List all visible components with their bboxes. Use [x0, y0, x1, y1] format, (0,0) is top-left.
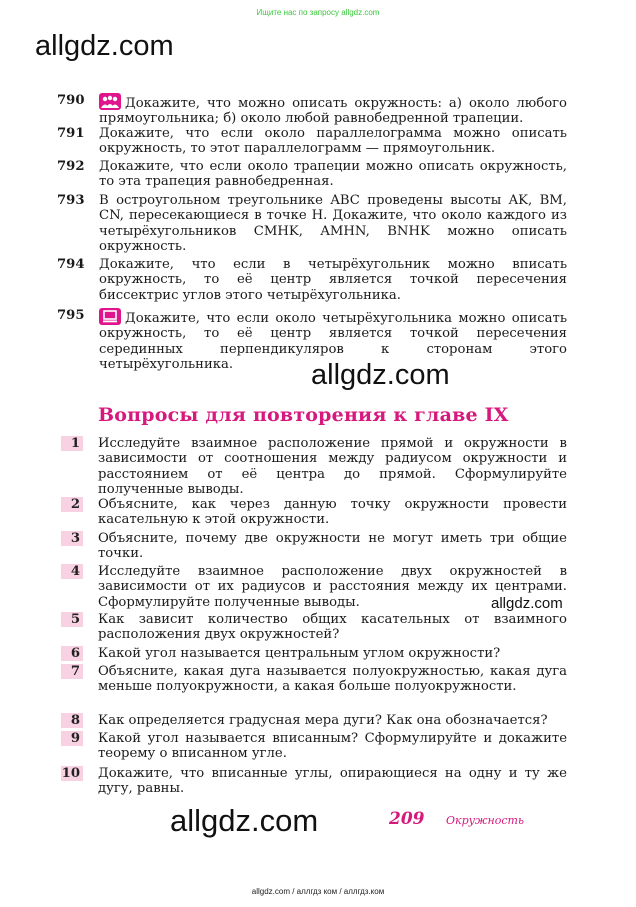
- footer-note: allgdz.com / аллгдз ком / аллгдз.ком: [251, 887, 385, 896]
- question-2: [61, 497, 567, 528]
- question-number: 4: [61, 564, 83, 579]
- question-number: 9: [61, 731, 83, 746]
- problem-793: [57, 193, 567, 255]
- question-number: 7: [61, 664, 83, 679]
- question-number: 6: [61, 646, 83, 661]
- problem-number: 791: [57, 126, 85, 141]
- problem-number: 793: [57, 193, 85, 208]
- section-title: Вопросы для повторения к главе IX: [98, 404, 509, 426]
- problem-790: [57, 93, 567, 127]
- problem-number: 790: [57, 93, 85, 108]
- question-number: 3: [61, 531, 83, 546]
- problem-number: 795: [57, 308, 85, 323]
- header-note: Ищите нас по запросу allgdz.com: [256, 8, 380, 17]
- watermark: allgdz.com: [491, 595, 563, 612]
- question-text: Докажите, что вписанные углы, опирающиеся на одну и ту же дугу, равны.: [98, 766, 567, 797]
- question-text: Какой угол называется центральным углом окружности?: [98, 646, 501, 661]
- question-text: Объясните, как через данную точку окружности провести касательную к этой окружности.: [98, 497, 567, 528]
- question-1: [61, 436, 567, 498]
- problem-text: Докажите, что если в четырёхугольник можно вписать окружность, то её центр является точкой пересечения биссектрис углов этого четырёхугольника.: [99, 257, 567, 303]
- page-number: 209: [389, 809, 425, 829]
- problem-791: [57, 126, 567, 157]
- question-number: 10: [61, 766, 83, 781]
- problem-number: 792: [57, 159, 85, 174]
- computer-icon: [99, 308, 121, 325]
- question-7: [61, 664, 567, 695]
- question-text: Объясните, почему две окружности не могут иметь три общие точки.: [98, 531, 567, 562]
- question-number: 1: [61, 436, 83, 451]
- question-number: 8: [61, 713, 83, 728]
- watermark: allgdz.com: [311, 359, 450, 391]
- problem-794: [57, 257, 567, 303]
- question-3: [61, 531, 567, 562]
- question-text: Как зависит количество общих касательных от взаимного расположения двух окружностей?: [98, 612, 567, 643]
- question-8: [61, 713, 567, 728]
- group-work-icon: [99, 93, 121, 110]
- problem-number: 794: [57, 257, 85, 272]
- problem-text: В остроугольном треугольнике ABC проведены высоты AK, BM, CN, пересекающиеся в точке H. Докажите, что около каждого из четырёхугольников CMHK, AMHN, BNHK можно описать окружность.: [99, 193, 567, 255]
- chapter-name: Окружность: [446, 814, 524, 827]
- question-text: Исследуйте взаимное расположение двух окружностей в зависимости от их радиусов и расстояния между их центрами. Сформулируйте полученные выводы.: [98, 564, 567, 610]
- watermark: allgdz.com: [170, 803, 319, 838]
- question-number: 5: [61, 612, 83, 627]
- problem-text: Докажите, что если около четырёхугольника можно описать окружность, то её центр является точкой пересечения серединных перпендикуляров к сторонам этого четырёхугольника.: [99, 311, 567, 373]
- question-number: 2: [61, 497, 83, 512]
- question-6: [61, 646, 567, 661]
- question-text: Исследуйте взаимное расположение прямой и окружности в зависимости от соотношения между радиусом окружности и расстоянием от её центра до прямой. Сформулируйте полученные выводы.: [98, 436, 567, 498]
- question-10: [61, 766, 567, 797]
- question-text: Объясните, какая дуга называется полуокружностью, какая дуга меньше полуокружности, а какая больше полуокружности.: [98, 664, 567, 695]
- problem-text: Докажите, что если около параллелограмма можно описать окружность, то этот параллелограмм — прямоугольник.: [99, 126, 567, 157]
- problem-text: Докажите, что можно описать окружность: а) около любого прямоугольника; б) около любой равнобедренной трапеции.: [99, 96, 567, 127]
- question-text: Как определяется градусная мера дуги? Как она обозначается?: [98, 713, 548, 728]
- problem-text: Докажите, что если около трапеции можно описать окружность, то эта трапеция равнобедренная.: [99, 159, 567, 190]
- watermark: allgdz.com: [35, 30, 174, 62]
- question-5: [61, 612, 567, 643]
- question-9: [61, 731, 567, 762]
- question-text: Какой угол называется вписанным? Сформулируйте и докажите теорему о вписанном угле.: [98, 731, 567, 762]
- problem-792: [57, 159, 567, 190]
